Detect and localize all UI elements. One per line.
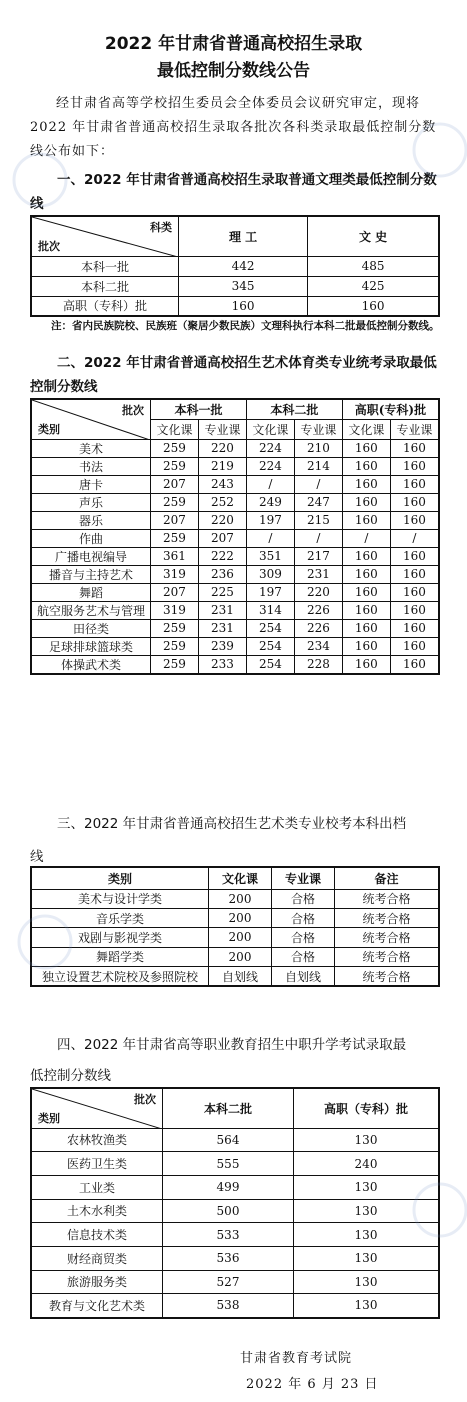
table-cell: 作曲	[31, 529, 151, 547]
corner-bottom-label: 类别	[38, 422, 60, 436]
table-cell: 高职（专科）批	[31, 296, 179, 316]
table-cell: 舞蹈学类	[31, 947, 209, 966]
table-cell: 314	[246, 601, 294, 619]
table-cell: 医药卫生类	[31, 1152, 163, 1176]
page-title-line1: 2022 年甘肃省普通高校招生录取	[104, 34, 363, 54]
table-cell: 252	[198, 493, 246, 511]
group-header: 本科二批	[246, 399, 342, 419]
table-cell: 499	[163, 1175, 294, 1199]
table-cell: 统考合格	[335, 928, 440, 947]
table-cell: 160	[390, 475, 439, 493]
table-cell: 160	[390, 583, 439, 601]
col-header: 专业课	[272, 867, 335, 889]
table-cell: 200	[209, 928, 272, 947]
table-row	[31, 601, 439, 619]
table-cell: 254	[246, 655, 294, 674]
group-header: 高职(专科)批	[342, 399, 439, 419]
sub-header: 专业课	[294, 419, 342, 439]
table-cell: 527	[163, 1270, 294, 1294]
corner-top-label: 科类	[150, 221, 172, 234]
table-cell: 233	[198, 655, 246, 674]
table-cell: 231	[198, 619, 246, 637]
table-cell: 130	[294, 1270, 440, 1294]
table-cell: 219	[198, 457, 246, 475]
section1-corner-cell	[31, 216, 179, 256]
group-header: 本科一批	[151, 399, 247, 419]
table-cell: 130	[294, 1128, 440, 1152]
table-cell: 309	[246, 565, 294, 583]
table-cell: 259	[151, 619, 199, 637]
table-cell: 160	[390, 637, 439, 655]
table-cell: 220	[198, 511, 246, 529]
table-row	[31, 1152, 439, 1176]
table-cell: 合格	[272, 947, 335, 966]
table-cell: 225	[198, 583, 246, 601]
table-cell: 485	[308, 256, 439, 276]
table-cell: 220	[294, 583, 342, 601]
corner-bottom-label: 批次	[38, 239, 60, 253]
table-cell: 160	[342, 511, 390, 529]
col-header: 理 工	[179, 216, 308, 256]
section4-table	[30, 1087, 440, 1319]
table-cell: 160	[390, 655, 439, 674]
table-cell: 215	[294, 511, 342, 529]
table-cell: /	[390, 529, 439, 547]
table-cell: /	[294, 475, 342, 493]
table-row	[31, 889, 439, 908]
table-cell: 合格	[272, 889, 335, 908]
section2-table	[30, 398, 440, 675]
table-cell: 207	[151, 475, 199, 493]
table-cell: 240	[294, 1152, 440, 1176]
sub-header: 专业课	[390, 419, 439, 439]
table-cell: 戏剧与影视学类	[31, 928, 209, 947]
table-cell: 236	[198, 565, 246, 583]
table-cell: 160	[390, 457, 439, 475]
table-cell: 广播电视编导	[31, 547, 151, 565]
table-cell: 合格	[272, 928, 335, 947]
table-cell: 信息技术类	[31, 1223, 163, 1247]
table-cell: 249	[246, 493, 294, 511]
table-cell: 207	[151, 583, 199, 601]
table-cell: /	[342, 529, 390, 547]
table-cell: 音乐学类	[31, 908, 209, 927]
page-title-line2: 最低控制分数线公告	[157, 61, 310, 81]
table-cell: 自划线	[272, 967, 335, 986]
sub-header: 文化课	[342, 419, 390, 439]
table-cell: 361	[151, 547, 199, 565]
table-cell: 564	[163, 1128, 294, 1152]
table-cell: 160	[342, 565, 390, 583]
table-cell: 259	[151, 457, 199, 475]
col-header: 文 史	[308, 216, 439, 256]
section1-heading: 一、2022 年甘肃省普通高校招生录取普通文理类最低控制分数线	[30, 172, 437, 212]
table-cell: 345	[179, 276, 308, 296]
table-cell: 200	[209, 947, 272, 966]
section4-corner-cell	[31, 1088, 163, 1128]
table-cell: 247	[294, 493, 342, 511]
table-cell: 160	[390, 547, 439, 565]
table-cell: 160	[342, 475, 390, 493]
section1-table	[30, 215, 440, 317]
table-row	[31, 1246, 439, 1270]
table-cell: 160	[342, 493, 390, 511]
table-cell: 160	[390, 493, 439, 511]
table-cell: 舞蹈	[31, 583, 151, 601]
table-row	[31, 908, 439, 927]
table-row	[31, 511, 439, 529]
table-row	[31, 256, 439, 276]
table-row	[31, 928, 439, 947]
table-cell: 222	[198, 547, 246, 565]
table-cell: 160	[390, 619, 439, 637]
table-cell: 319	[151, 601, 199, 619]
col-header: 本科二批	[163, 1088, 294, 1128]
table-cell: 土木水利类	[31, 1199, 163, 1223]
table-cell: 合格	[272, 908, 335, 927]
table-cell: 231	[294, 565, 342, 583]
table-cell: 130	[294, 1294, 440, 1318]
table-cell: 160	[342, 583, 390, 601]
table-cell: 统考合格	[335, 908, 440, 927]
table-cell: 声乐	[31, 493, 151, 511]
table-cell: 160	[390, 439, 439, 457]
table-cell: 统考合格	[335, 967, 440, 986]
table-cell: 239	[198, 637, 246, 655]
table-cell: 书法	[31, 457, 151, 475]
table-cell: 播音与主持艺术	[31, 565, 151, 583]
table-cell: 160	[342, 637, 390, 655]
table-cell: 田径类	[31, 619, 151, 637]
table-cell: 160	[179, 296, 308, 316]
table-cell: 航空服务艺术与管理	[31, 601, 151, 619]
table-cell: 旅游服务类	[31, 1270, 163, 1294]
section4-heading-line2: 低控制分数线	[30, 1068, 111, 1084]
table-cell: 160	[390, 565, 439, 583]
table-cell: 器乐	[31, 511, 151, 529]
table-cell: 160	[342, 439, 390, 457]
sub-header: 文化课	[246, 419, 294, 439]
corner-top-label: 批次	[122, 404, 144, 417]
table-row	[31, 583, 439, 601]
corner-bottom-label: 类别	[38, 1111, 60, 1125]
table-cell: 200	[209, 908, 272, 927]
table-cell: 统考合格	[335, 889, 440, 908]
table-cell: 197	[246, 583, 294, 601]
table-row	[31, 1270, 439, 1294]
table-cell: 538	[163, 1294, 294, 1318]
col-header: 文化课	[209, 867, 272, 889]
table-cell: 本科一批	[31, 256, 179, 276]
table-cell: 160	[308, 296, 439, 316]
table-cell: 197	[246, 511, 294, 529]
table-cell: 533	[163, 1223, 294, 1247]
table-cell: 228	[294, 655, 342, 674]
table-cell: 210	[294, 439, 342, 457]
table-cell: 254	[246, 637, 294, 655]
table-cell: 217	[294, 547, 342, 565]
table-cell: 130	[294, 1199, 440, 1223]
section3-heading-line2: 线	[30, 849, 44, 865]
table-cell: 226	[294, 601, 342, 619]
col-header: 高职（专科）批	[294, 1088, 440, 1128]
table-cell: 160	[390, 601, 439, 619]
section2-heading: 二、2022 年甘肃省普通高校招生艺术体育类专业统考录取最低控制分数线	[30, 355, 437, 395]
section4-heading-line1: 四、2022 年甘肃省高等职业教育招生中职升学考试录取最	[57, 1037, 407, 1053]
section3-heading-line1: 三、2022 年甘肃省普通高校招生艺术类专业校考本科出档	[57, 816, 407, 832]
table-cell: 130	[294, 1175, 440, 1199]
table-cell: 234	[294, 637, 342, 655]
table-cell: 500	[163, 1199, 294, 1223]
table-cell: 130	[294, 1246, 440, 1270]
table-cell: 220	[198, 439, 246, 457]
table-row	[31, 1199, 439, 1223]
table-cell: 224	[246, 457, 294, 475]
table-row	[31, 276, 439, 296]
table-cell: 160	[342, 619, 390, 637]
table-cell: 自划线	[209, 967, 272, 986]
table-row	[31, 947, 439, 966]
table-row	[31, 296, 439, 316]
section3-table	[30, 866, 440, 987]
corner-top-label: 批次	[134, 1093, 156, 1106]
table-cell: 319	[151, 565, 199, 583]
table-cell: 160	[342, 655, 390, 674]
table-cell: 536	[163, 1246, 294, 1270]
table-cell: 214	[294, 457, 342, 475]
table-cell: 207	[198, 529, 246, 547]
signature: 甘肃省教育考试院	[240, 1351, 353, 1366]
table-cell: 200	[209, 889, 272, 908]
table-cell: 259	[151, 637, 199, 655]
table-cell: 统考合格	[335, 947, 440, 966]
table-cell: 工业类	[31, 1175, 163, 1199]
table-row	[31, 655, 439, 674]
table-row	[31, 637, 439, 655]
table-row	[31, 547, 439, 565]
col-header: 备注	[335, 867, 440, 889]
date: 2022 年 6 月 23 日	[246, 1377, 379, 1392]
table-cell: 足球排球篮球类	[31, 637, 151, 655]
table-row	[31, 1294, 439, 1318]
table-cell: /	[246, 475, 294, 493]
table-row	[31, 475, 439, 493]
table-cell: 555	[163, 1152, 294, 1176]
table-row	[31, 439, 439, 457]
table-row	[31, 493, 439, 511]
table-row	[31, 565, 439, 583]
table-cell: 207	[151, 511, 199, 529]
table-cell: 财经商贸类	[31, 1246, 163, 1270]
table-cell: 160	[342, 547, 390, 565]
table-cell: 224	[246, 439, 294, 457]
table-cell: 243	[198, 475, 246, 493]
table-row	[31, 1175, 439, 1199]
table-row	[31, 457, 439, 475]
table-cell: 美术	[31, 439, 151, 457]
col-header: 类别	[31, 867, 209, 889]
table-cell: 425	[308, 276, 439, 296]
table-cell: 160	[342, 601, 390, 619]
sub-header: 文化课	[151, 419, 199, 439]
table-cell: 226	[294, 619, 342, 637]
table-row	[31, 1223, 439, 1247]
table-cell: 259	[151, 493, 199, 511]
table-cell: 本科二批	[31, 276, 179, 296]
table-cell: 农林牧渔类	[31, 1128, 163, 1152]
table-cell: 442	[179, 256, 308, 276]
table-cell: 独立设置艺术院校及参照院校	[31, 967, 209, 986]
table-cell: 231	[198, 601, 246, 619]
table-cell: 160	[342, 457, 390, 475]
table-cell: 160	[390, 511, 439, 529]
table-cell: 体操武术类	[31, 655, 151, 674]
table-cell: 259	[151, 529, 199, 547]
table-cell: 130	[294, 1223, 440, 1247]
table-cell: 259	[151, 439, 199, 457]
table-cell: 351	[246, 547, 294, 565]
section2-corner-cell	[31, 399, 151, 439]
table-row	[31, 967, 439, 986]
sub-header: 专业课	[198, 419, 246, 439]
table-cell: 教育与文化艺术类	[31, 1294, 163, 1318]
table-row	[31, 529, 439, 547]
table-cell: 259	[151, 655, 199, 674]
table-cell: /	[294, 529, 342, 547]
section1-note: 注：省内民族院校、民族班（聚居少数民族）文理科执行本科二批最低控制分数线。	[51, 320, 440, 332]
table-row	[31, 619, 439, 637]
table-row	[31, 1128, 439, 1152]
intro-paragraph: 经甘肃省高等学校招生委员会全体委员会议研究审定，现将 2022 年甘肃省普通高校招生录取各批次各科类录取最低控制分数线公布如下：	[30, 96, 437, 159]
table-cell: 254	[246, 619, 294, 637]
table-cell: 美术与设计学类	[31, 889, 209, 908]
table-cell: 唐卡	[31, 475, 151, 493]
table-cell: /	[246, 529, 294, 547]
